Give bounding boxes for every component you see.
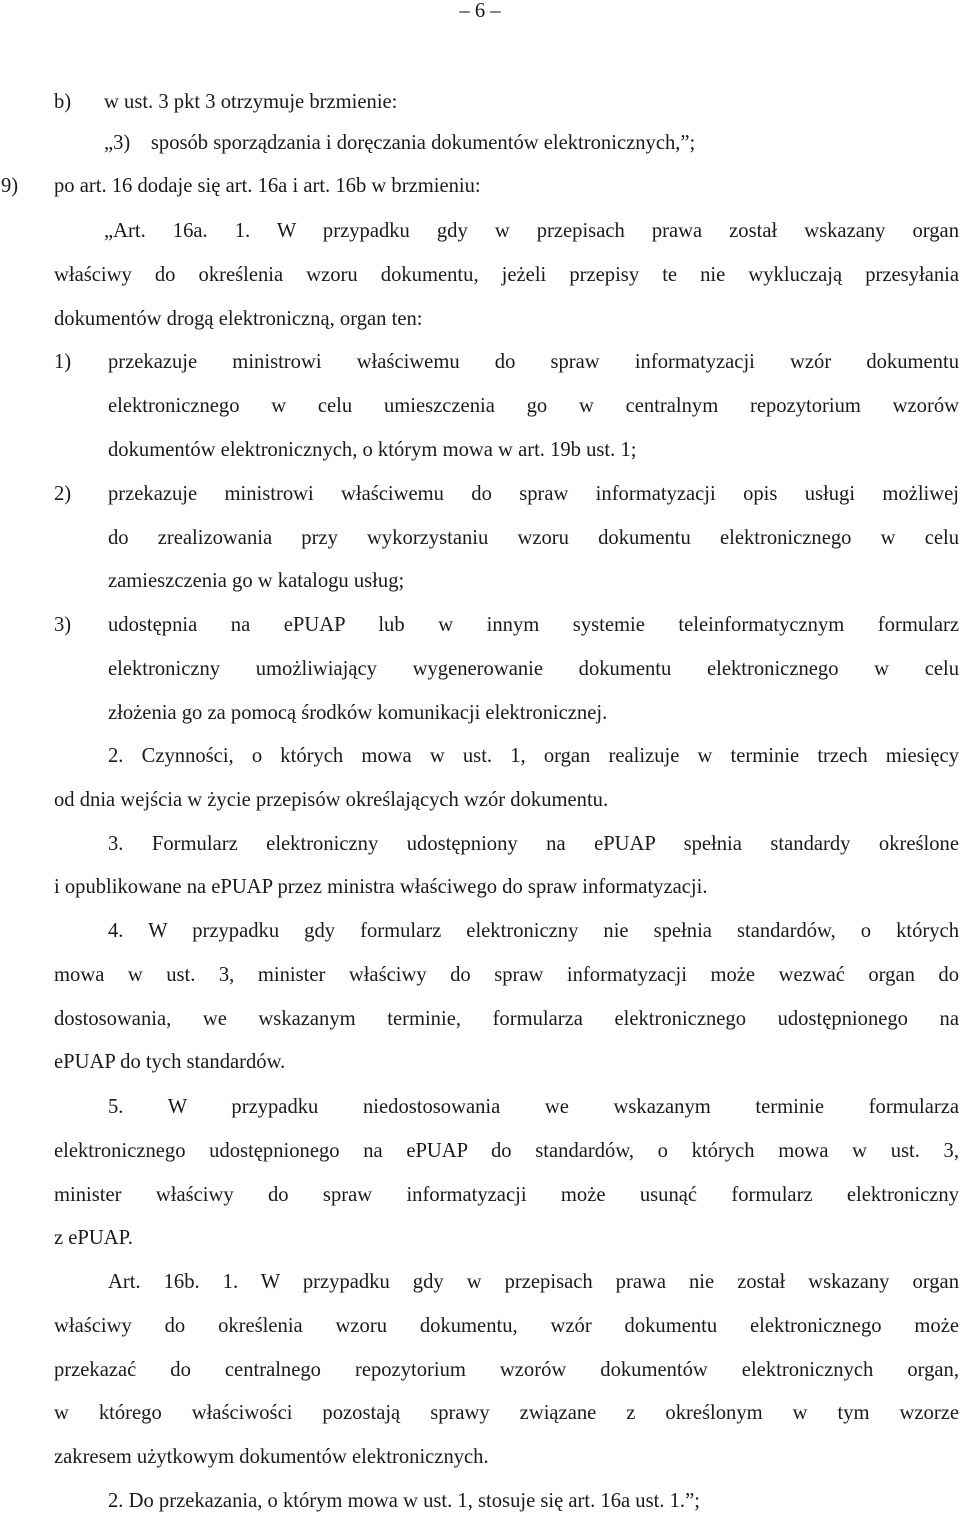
point-3-line3: złożenia go za pomocą środków komunikacji elektronicznej. [108,702,608,724]
point-1-line3: dokumentów elektronicznych, o którym mowa w art. 19b ust. 1; [108,439,637,461]
art16a-p3-line2: i opublikowane na ePUAP przez ministra właściwego do spraw informatyzacji. [54,876,708,898]
art16a-p3-line1: 3. Formularz elektroniczny udostępniony na ePUAP spełnia standardy określone [108,833,959,855]
art16b-p1-line1: Art. 16b. 1. W przypadku gdy w przepisach prawa nie został wskazany organ [108,1271,959,1293]
item-9-marker: 9) [1,175,19,197]
item-b-text: w ust. 3 pkt 3 otrzymuje brzmienie: [104,91,398,113]
art16a-p5-line2: elektronicznego udostępnionego na ePUAP do standardów, o których mowa w ust. 3, [54,1140,959,1162]
item-b-quote: „3) sposób sporządzania i doręczania dokumentów elektronicznych,”; [104,132,696,154]
art16b-p1-line5: zakresem użytkowym dokumentów elektronicznych. [54,1446,489,1468]
point-3-line1: udostępnia na ePUAP lub w innym systemie teleinformatycznym formularz [108,614,959,636]
item-b-marker: b) [54,91,72,113]
art16b-p1-line4: w którego właściwości pozostają sprawy związane z określonym w tym wzorze [54,1402,959,1424]
art16a-p4-line4: ePUAP do tych standardów. [54,1051,286,1073]
art16a-p5-line1: 5. W przypadku niedostosowania we wskazanym terminie formularza [108,1096,959,1118]
point-2-line2: do zrealizowania przy wykorzystaniu wzoru dokumentu elektronicznego w celu [108,527,959,549]
point-3-marker: 3) [54,614,72,636]
art16a-p5-line3: minister właściwy do spraw informatyzacji może usunąć formularz elektroniczny [54,1184,959,1206]
art16a-p4-line3: dostosowania, we wskazanym terminie, formularza elektronicznego udostępnionego na [54,1008,959,1030]
art16a-p5-line4: z ePUAP. [54,1227,133,1249]
point-1-line1: przekazuje ministrowi właściwemu do spraw informatyzacji wzór dokumentu [108,351,959,373]
page-number: – 6 – [459,0,501,22]
point-1-line2: elektronicznego w celu umieszczenia go w centralnym repozytorium wzorów [108,395,959,417]
art16a-p2-line1: 2. Czynności, o których mowa w ust. 1, organ realizuje w terminie trzech miesięcy [108,745,959,767]
art16b-p1-line3: przekazać do centralnego repozytorium wzorów dokumentów elektronicznych organ, [54,1359,959,1381]
art16a-p4-line1: 4. W przypadku gdy formularz elektroniczny nie spełnia standardów, o których [108,920,959,942]
item-9-text: po art. 16 dodaje się art. 16a i art. 16b w brzmieniu: [54,175,481,197]
art16a-p1-line1: „Art. 16a. 1. W przypadku gdy w przepisach prawa został wskazany organ [104,220,959,242]
point-1-marker: 1) [54,351,72,373]
point-2-line1: przekazuje ministrowi właściwemu do spraw informatyzacji opis usługi możliwej [108,483,959,505]
point-2-line3: zamieszczenia go w katalogu usług; [108,570,405,592]
art16b-p2-line1: 2. Do przekazania, o którym mowa w ust. 1, stosuje się art. 16a ust. 1.”; [108,1490,700,1512]
point-2-marker: 2) [54,483,72,505]
art16a-p1-line3: dokumentów drogą elektroniczną, organ ten: [54,308,423,330]
point-3-line2: elektroniczny umożliwiający wygenerowanie dokumentu elektronicznego w celu [108,658,959,680]
art16b-p1-line2: właściwy do określenia wzoru dokumentu, wzór dokumentu elektronicznego może [54,1315,959,1337]
art16a-p1-line2: właściwy do określenia wzoru dokumentu, jeżeli przepisy te nie wykluczają przesyłania [54,264,959,286]
art16a-p2-line2: od dnia wejścia w życie przepisów określających wzór dokumentu. [54,789,609,811]
art16a-p4-line2: mowa w ust. 3, minister właściwy do spraw informatyzacji może wezwać organ do [54,964,959,986]
